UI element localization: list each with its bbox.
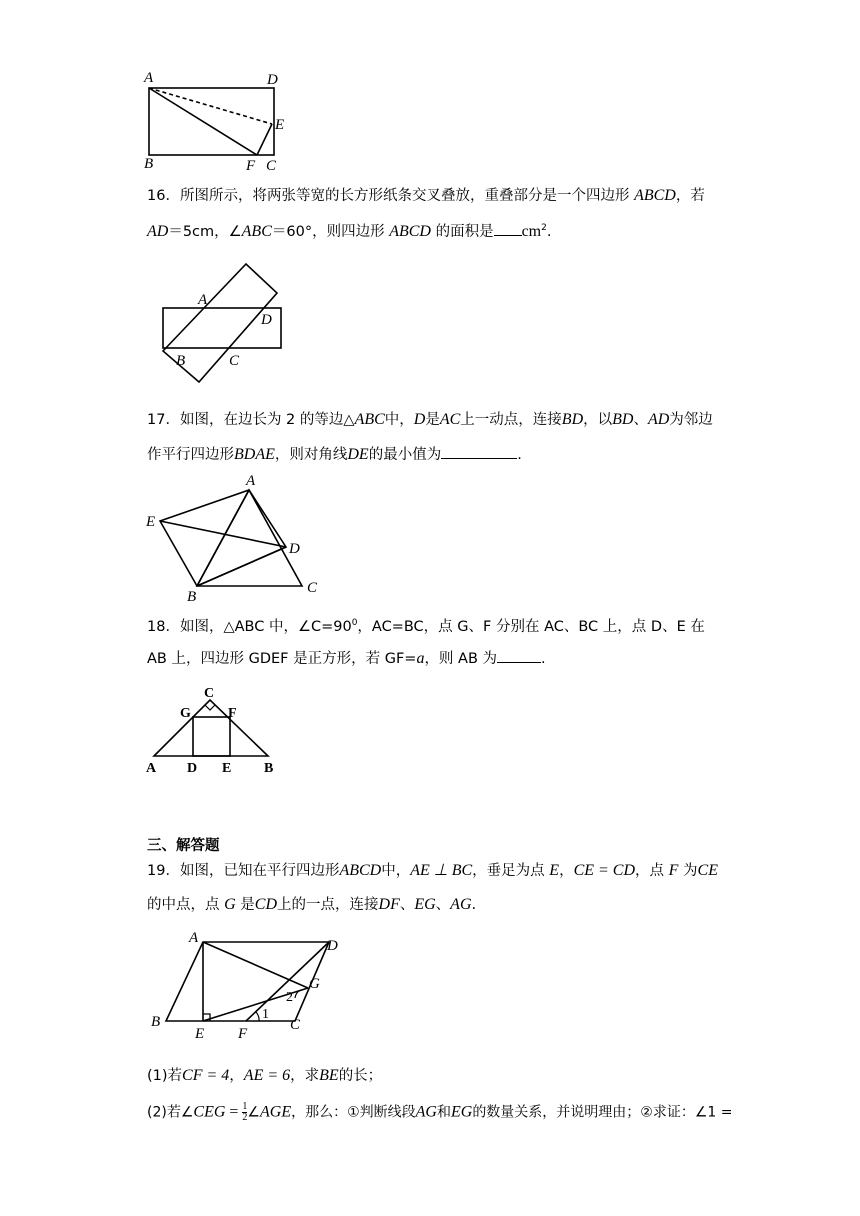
figure-q15 xyxy=(140,68,300,178)
label-e: E xyxy=(195,1026,205,1042)
figure-q17 xyxy=(140,470,330,605)
figure-q18 xyxy=(140,684,290,779)
label-a: A xyxy=(189,930,199,946)
q17-line2: 作平行四边形BDAE，则对角线DE的最小值为 . xyxy=(147,446,522,463)
label-g: G xyxy=(309,976,320,992)
answer-blank[interactable] xyxy=(497,648,541,663)
label-b: B xyxy=(176,353,186,369)
q19-line2: 的中点，点 G 是CD上的一点，连接DF、EG、AG. xyxy=(147,896,477,913)
label-f: F xyxy=(246,158,256,174)
figure-q19 xyxy=(145,928,355,1046)
section-heading: 三、解答题 xyxy=(147,838,220,854)
label-d: D xyxy=(289,541,300,557)
label-a: A xyxy=(144,70,154,86)
label-g: G xyxy=(180,706,191,721)
q18-line2: AB 上，四边形 GDEF 是正方形，若 GF=a，则 AB 为 . xyxy=(147,650,546,667)
label-angle-2: 2 xyxy=(286,990,293,1005)
q18-line1: 18．如图，△ABC 中，$\angle C=90^0$，AC=BC，点 G、F 分别在 AC、BC 上，点 D、E 在 xyxy=(147,618,705,635)
fraction-half: $\frac{1}{2}$ xyxy=(242,1101,248,1123)
label-f: F xyxy=(238,1026,248,1042)
label-c: C xyxy=(290,1017,301,1033)
q19-part1: (1)若CF = 4，AE = 6，求BE的长； xyxy=(147,1067,383,1084)
label-c: C xyxy=(229,353,240,369)
label-e: E xyxy=(146,514,156,530)
label-c: C xyxy=(204,686,215,701)
q16-line1: 16．所图所示，将两张等宽的长方形纸条交叉叠放，重叠部分是一个四边形 ABCD，若 xyxy=(147,187,705,204)
label-e: E xyxy=(275,117,285,133)
label-c: C xyxy=(307,580,318,596)
answer-blank[interactable] xyxy=(441,444,517,459)
q16-line2: AD＝5cm，∠ABC＝60°，则四边形 ABCD 的面积是 $cm^2$. xyxy=(147,222,552,240)
label-b: B xyxy=(151,1014,161,1030)
label-f: F xyxy=(228,706,237,721)
q19-line1: 19．如图，已知在平行四边形ABCD中，AE ⊥ BC，垂足为点 E，CE = CD，点 F 为CE xyxy=(147,862,718,879)
q17-line1: 17．如图，在边长为 2 的等边△ABC中，D是AC上一动点，连接BD，以BD、AD为邻边 xyxy=(147,411,713,428)
label-d: D xyxy=(187,761,198,776)
label-b: B xyxy=(264,761,274,776)
label-d: D xyxy=(267,72,278,88)
label-a: A xyxy=(146,761,157,776)
label-angle-1: 1 xyxy=(262,1007,269,1022)
label-a: A xyxy=(198,292,208,308)
label-e: E xyxy=(222,761,232,776)
label-d: D xyxy=(261,312,272,328)
label-d: D xyxy=(327,938,338,954)
label-b: B xyxy=(144,156,154,172)
answer-blank[interactable] xyxy=(494,221,522,236)
figure-q16 xyxy=(160,260,290,388)
label-b: B xyxy=(187,589,197,605)
q19-part2: (2)若∠CEG = $\frac{1}{2}$ ∠AGE，那么：①判断线段AG和EG的数量关系，并说明理由；②求证：∠1 = xyxy=(147,1101,733,1123)
label-a: A xyxy=(246,473,256,489)
label-c: C xyxy=(266,158,277,174)
